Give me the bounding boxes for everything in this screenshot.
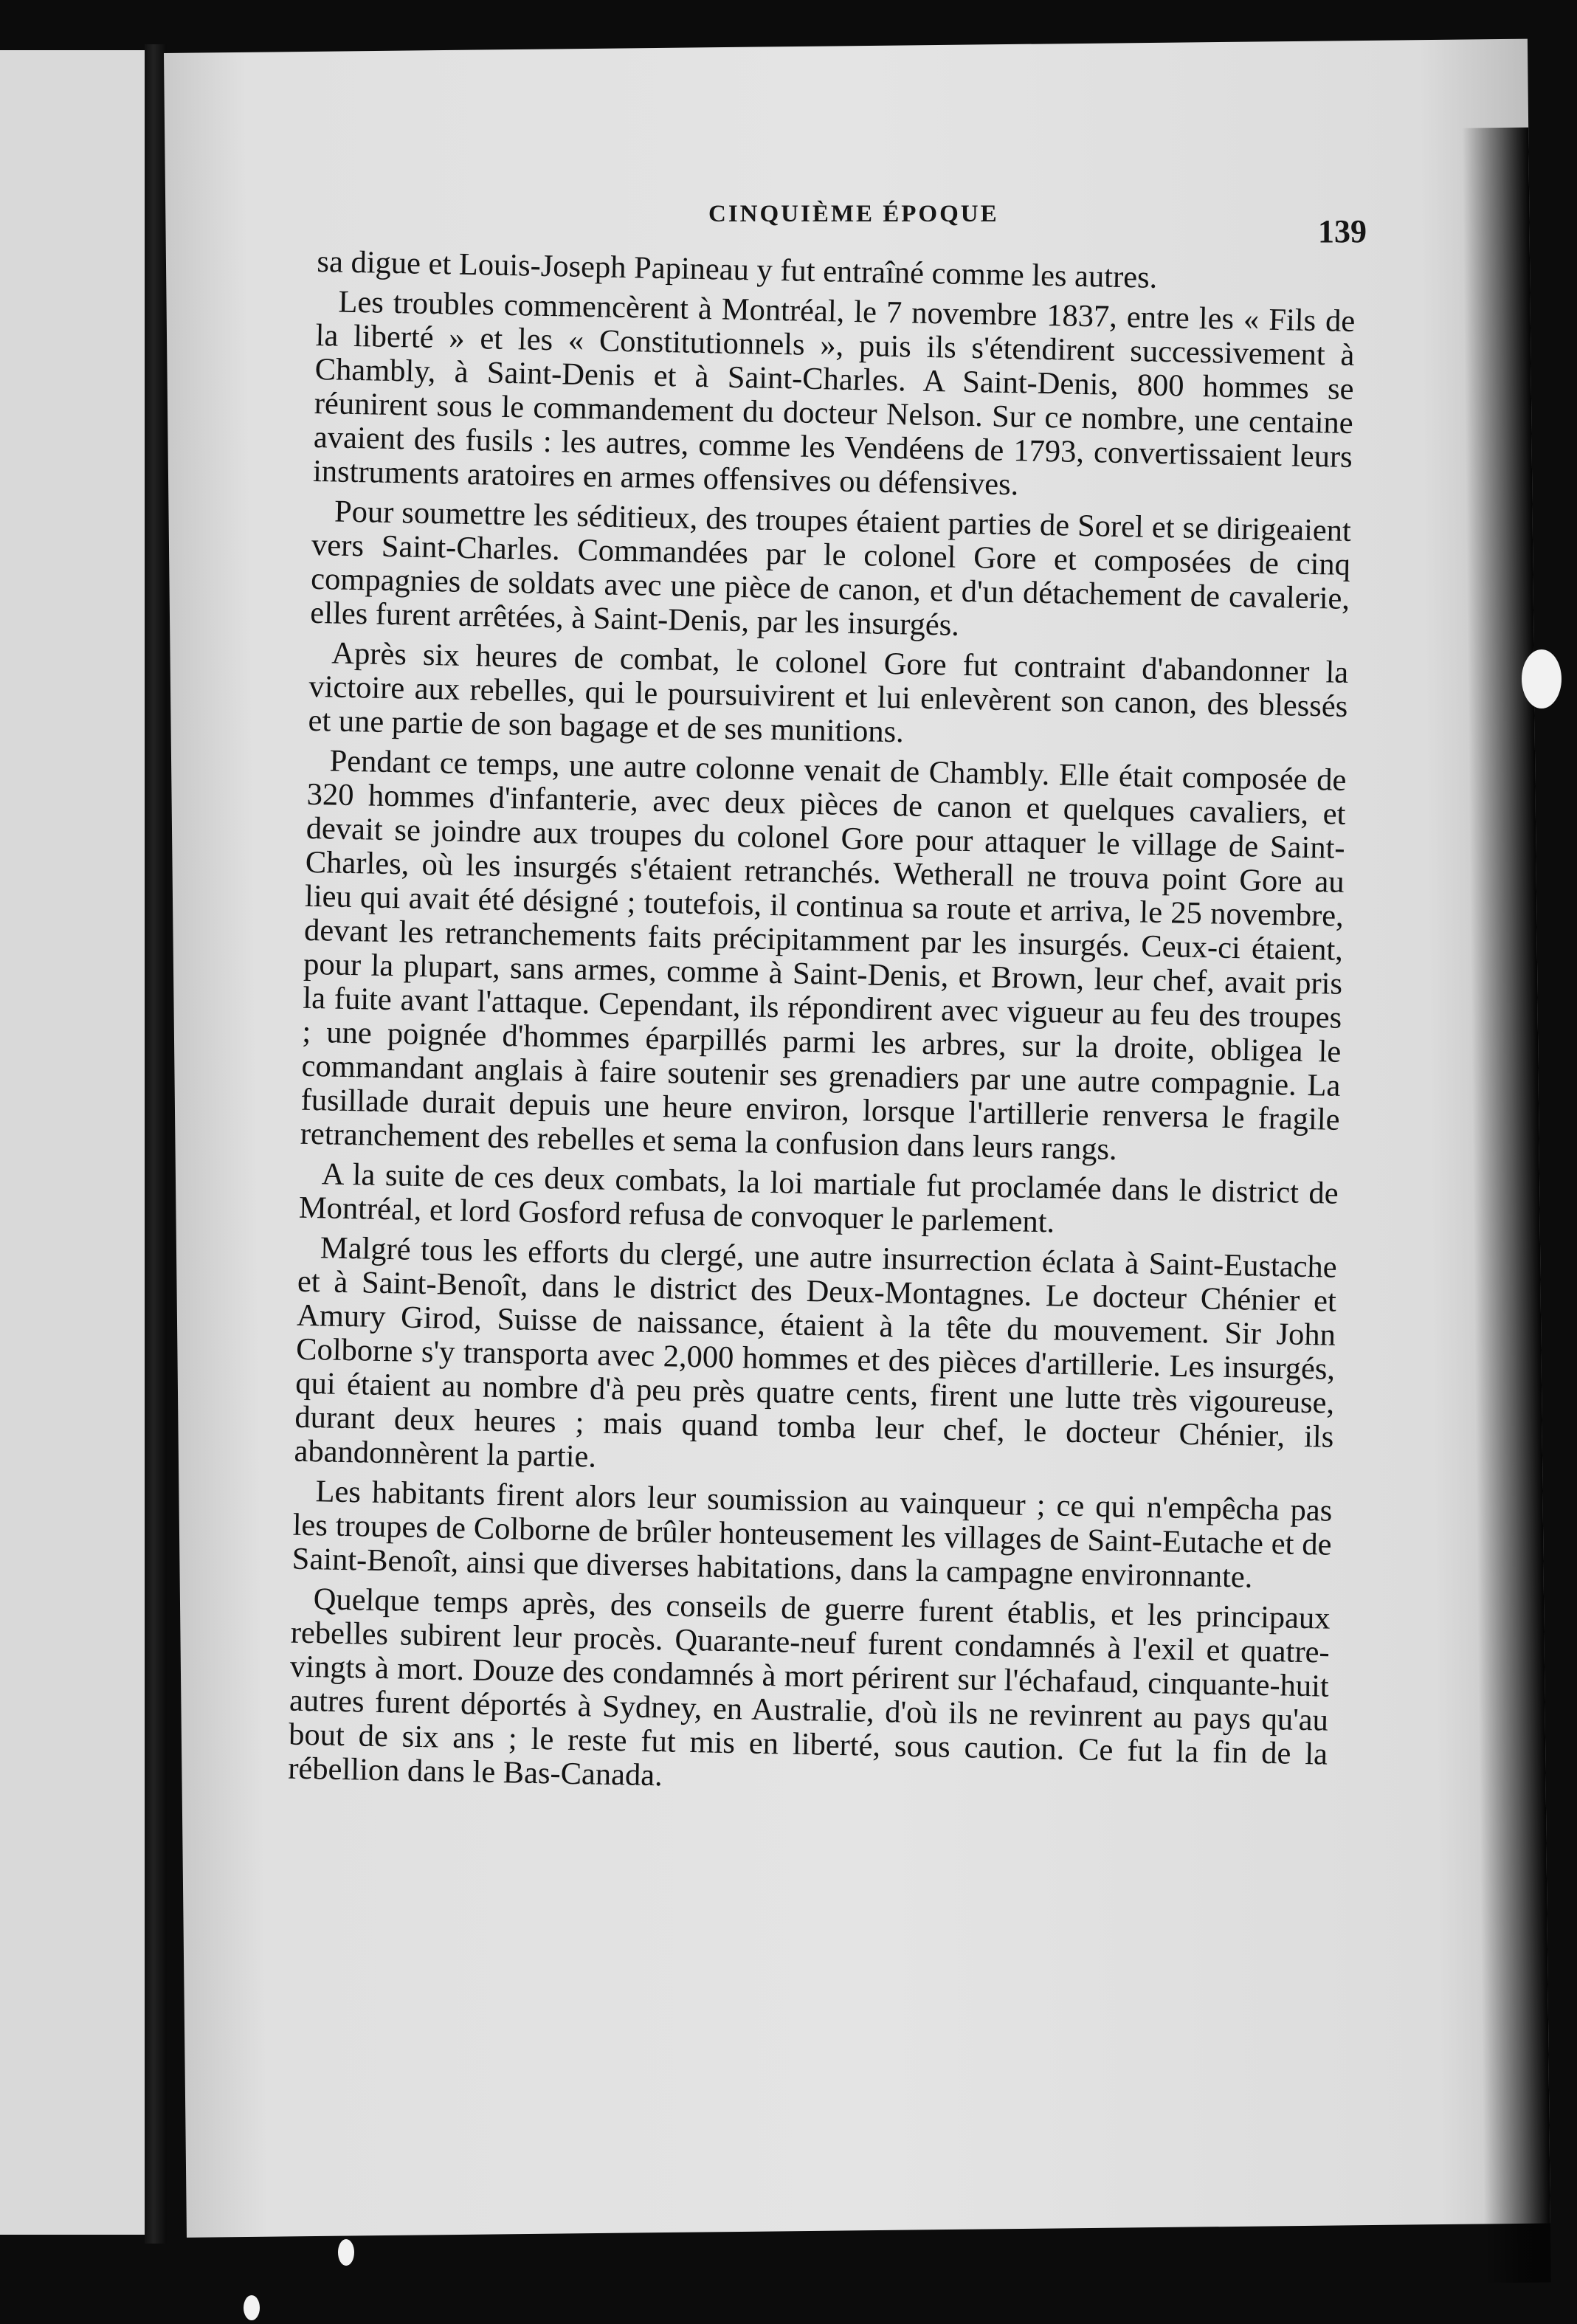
- paragraph: sa digue et Louis-Joseph Papineau y fut entraîné comme les autres.: [317, 244, 1158, 295]
- running-head: CINQUIÈME ÉPOQUE: [708, 201, 999, 227]
- body-text: [288, 245, 1356, 1812]
- paragraph: Les troubles commencèrent à Montréal, le 7 novembre 1837, entre les « Fils de la liberté » et les « Constitutionnels », puis ils s'étendirent successivement à Chambly, à Saint-Denis et à Saint-Charles. A Saint-Denis, 800 hommes se réunirent sous le commandement du docteur Nelson. Sur ce nombre, une centaine avaient des fusils : les autres, comme les Vendéens de 1793, convertissaient leurs instruments aratoires en armes offensives ou défensives.: [312, 284, 1356, 503]
- scan-speck: [1522, 649, 1562, 708]
- paragraph: Pendant ce temps, une autre colonne venait de Chambly. Elle était composée de 320 hommes d'infanterie, avec deux pièces de canon et quelques cavaliers, et devait se joindre aux troupes du colonel Gore pour attaquer le village de Saint-Charles, où les insurgés s'étaient retranchés. Wetherall ne trouva point Gore au lieu qui avait été désigné ; toutefois, il continua sa route et arriva, le 25 novembre, devant les retranchements faits précipitamment par les insurgés. Ceux-ci étaient, pour la plupart, sans armes, comme à Saint-Denis, et Brown, leur chef, avait pris la fuite avant l'attaque. Cependant, ils répondirent avec vigueur au feu des troupes ; une poignée d'hommes éparpillés parmi les arbres, sur la droite, obligea le commandant anglais à faire soutenir ses grenadiers par une autre compagnie. La fusillade durait depuis une heure environ, lorsque l'artillerie renversa le fragile retranchement des rebelles et sema la confusion dans leurs rangs.: [300, 743, 1347, 1168]
- paragraph: Malgré tous les efforts du clergé, une autre insurrection éclata à Saint-Eustache et à Saint-Benoît, dans le district des Deux-Montagnes. Le docteur Chénier et Amury Girod, Suisse de naissance, étaient à la tête du mouvement. Sir John Colborne s'y transporta avec 2,000 hommes et des pièces d'artillerie. Les insurgés, qui étaient au nombre d'à peu près quatre cents, firent une lutte très vigoureuse, durant deux heures ; mais quand tomba leur chef, le docteur Chénier, ils abandonnèrent la partie.: [294, 1230, 1338, 1475]
- paragraph: Après six heures de combat, le colonel Gore fut contraint d'abandonner la victoire aux rebelles, qui le poursuivirent et lui enlevèrent son canon, des blessés et une partie de son bagage et de ses munitions.: [308, 635, 1349, 750]
- paragraph: A la suite de ces deux combats, la loi martiale fut proclamée dans le district de Montréal, et lord Gosford refusa de convoquer le parlement.: [298, 1156, 1339, 1240]
- page-edge-shadow: [1462, 128, 1551, 2283]
- paragraph: Les habitants firent alors leur soumission au vainqueur ; ce qui n'empêcha pas les troupes de Colborne de brûler honteusement les villages de Saint-Eutache et de Saint-Benoît, ainsi que diverses habitations, dans la campagne environnante.: [291, 1474, 1333, 1595]
- scan-speck: [244, 2295, 260, 2320]
- page-number: 139: [1318, 213, 1367, 249]
- previous-page-edge: [0, 50, 156, 2235]
- paragraph: Pour soumettre les séditieux, des troupes étaient parties de Sorel et se dirigeaient vers Saint-Charles. Commandées par le colonel Gore et composées de cinq compagnies de soldats avec une pièce de canon, et d'un détachement de cavalerie, elles furent arrêtées, à Saint-Denis, par les insurgés.: [309, 494, 1352, 643]
- book-gutter: [145, 44, 167, 2244]
- scan-speck: [338, 2239, 354, 2266]
- paragraph: Quelque temps après, des conseils de guerre furent établis, et les principaux rebelles subirent leur procès. Quarante-neuf furent condamnés à l'exil et quatre-vingts à mort. Douze des condamnés à mort périrent sur l'échafaud, cinquante-huit autres furent déportés à Sydney, en Australie, d'où ils ne revinrent au pays qu'au bout de six ans ; le reste fut mis en liberté, sous caution. Ce fut la fin de la rébellion dans le Bas-Canada.: [287, 1582, 1331, 1793]
